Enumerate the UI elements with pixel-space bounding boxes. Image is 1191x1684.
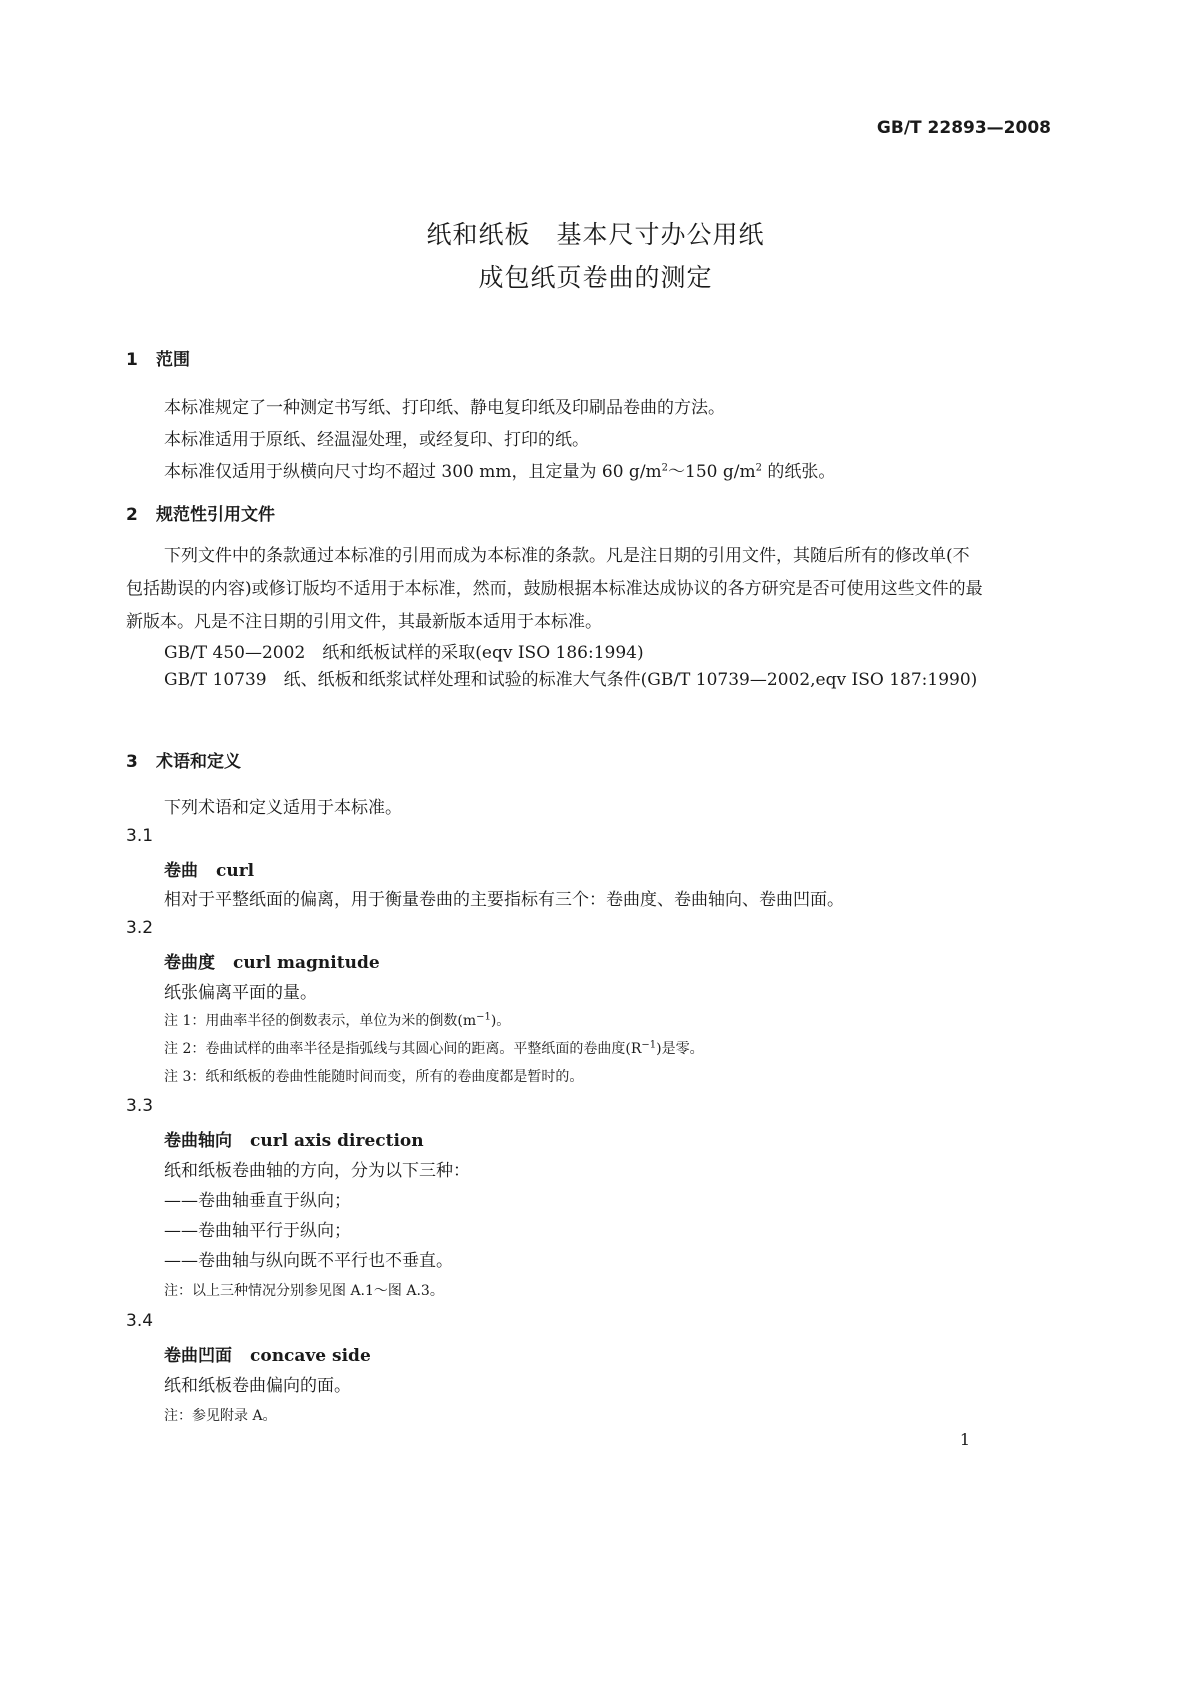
- section-1-heading: [126, 345, 190, 370]
- section-title: 规范性引用文件: [156, 505, 275, 525]
- title-line-1: 纸和纸板 基本尺寸办公用纸: [426, 220, 765, 249]
- text-run: 注 1：用曲率半径的倒数表示，单位为米的倒数(m: [164, 1013, 477, 1029]
- title-line-2: 成包纸页卷曲的测定: [478, 263, 713, 292]
- text-run: 的纸张。: [762, 462, 836, 482]
- term-3-2-title: [164, 948, 380, 973]
- term-3-3-title: [164, 1126, 424, 1151]
- term-zh: 卷曲: [164, 861, 198, 881]
- term-3-2-note-1: [164, 1010, 510, 1030]
- term-3-2-note-2: [164, 1038, 704, 1058]
- superscript: 2: [755, 462, 763, 474]
- section-number: 1: [126, 350, 138, 370]
- term-en: concave side: [250, 1346, 371, 1366]
- superscript: −1: [476, 1011, 491, 1023]
- term-3-1-title: [164, 856, 254, 881]
- term-3-4-title: [164, 1341, 371, 1366]
- term-3-4-note: 注：参见附录 A。: [164, 1408, 277, 1424]
- term-en: curl axis direction: [250, 1131, 424, 1151]
- term-3-4-number: 3.4: [126, 1311, 154, 1331]
- section-3-heading: [126, 747, 241, 772]
- text-run: 本标准仅适用于纵横向尺寸均不超过 300 mm，且定量为 60 g/m: [164, 462, 662, 482]
- term-en: curl magnitude: [233, 953, 380, 973]
- s2-intro-paragraph: 下列文件中的条款通过本标准的引用而成为本标准的条款。凡是注日期的引用文件，其随后所有的修改单(不包括勘误的内容)或修订版均不适用于本标准，然而，鼓励根据本标准达成协议的各方研究是否可使用这些文件的最新版本。凡是不注日期的引用文件，其最新版本适用于本标准。: [126, 546, 983, 632]
- section-title: 范围: [156, 350, 190, 370]
- text-run: ～150 g/m: [668, 462, 756, 482]
- term-3-4-definition: 纸和纸板卷曲偏向的面。: [164, 1376, 351, 1396]
- section-number: 3: [126, 752, 138, 772]
- page-number: 1: [959, 1430, 970, 1449]
- s2-reference-2: GB/T 10739 纸、纸板和纸浆试样处理和试验的标准大气条件(GB/T 10739—2002,eqv ISO 187:1990): [164, 670, 978, 690]
- term-3-2-definition: 纸张偏离平面的量。: [164, 983, 317, 1003]
- term-en: curl: [216, 861, 255, 881]
- text-run: )。: [490, 1013, 511, 1029]
- term-3-1-definition: 相对于平整纸面的偏离，用于衡量卷曲的主要指标有三个：卷曲度、卷曲轴向、卷曲凹面。: [164, 890, 844, 910]
- s1-paragraph-2: 本标准适用于原纸、经温湿处理，或经复印、打印的纸。: [164, 430, 589, 450]
- section-2-heading: [126, 500, 275, 525]
- term-3-3-number: 3.3: [126, 1096, 154, 1116]
- term-zh: 卷曲凹面: [164, 1346, 232, 1366]
- superscript: 2: [661, 462, 669, 474]
- term-zh: 卷曲轴向: [164, 1131, 232, 1151]
- s3-intro: 下列术语和定义适用于本标准。: [164, 798, 402, 818]
- text-run: 注 2：卷曲试样的曲率半径是指弧线与其圆心间的距离。平整纸面的卷曲度(R: [164, 1041, 642, 1057]
- term-3-3-definition: 纸和纸板卷曲轴的方向，分为以下三种：: [164, 1161, 470, 1181]
- s2-reference-1: GB/T 450—2002 纸和纸板试样的采取(eqv ISO 186:1994): [164, 643, 644, 663]
- section-title: 术语和定义: [156, 752, 241, 772]
- term-3-2-number: 3.2: [126, 918, 154, 938]
- term-3-3-list-item-1: ——卷曲轴垂直于纵向；: [164, 1191, 351, 1211]
- term-zh: 卷曲度: [164, 953, 215, 973]
- s1-paragraph-3: [164, 457, 835, 482]
- term-3-1-number: 3.1: [126, 826, 154, 846]
- term-3-3-list-item-2: ——卷曲轴平行于纵向；: [164, 1221, 351, 1241]
- term-3-3-list-item-3: ——卷曲轴与纵向既不平行也不垂直。: [164, 1251, 453, 1271]
- standard-number: GB/T 22893—2008: [876, 118, 1051, 138]
- section-number: 2: [126, 505, 138, 525]
- text-run: )是零。: [656, 1041, 704, 1057]
- superscript: −1: [641, 1039, 657, 1051]
- s1-paragraph-1: 本标准规定了一种测定书写纸、打印纸、静电复印纸及印刷品卷曲的方法。: [164, 398, 725, 418]
- term-3-3-note: 注：以上三种情况分别参见图 A.1～图 A.3。: [164, 1283, 444, 1299]
- term-3-2-note-3: 注 3：纸和纸板的卷曲性能随时间而变，所有的卷曲度都是暂时的。: [164, 1069, 584, 1085]
